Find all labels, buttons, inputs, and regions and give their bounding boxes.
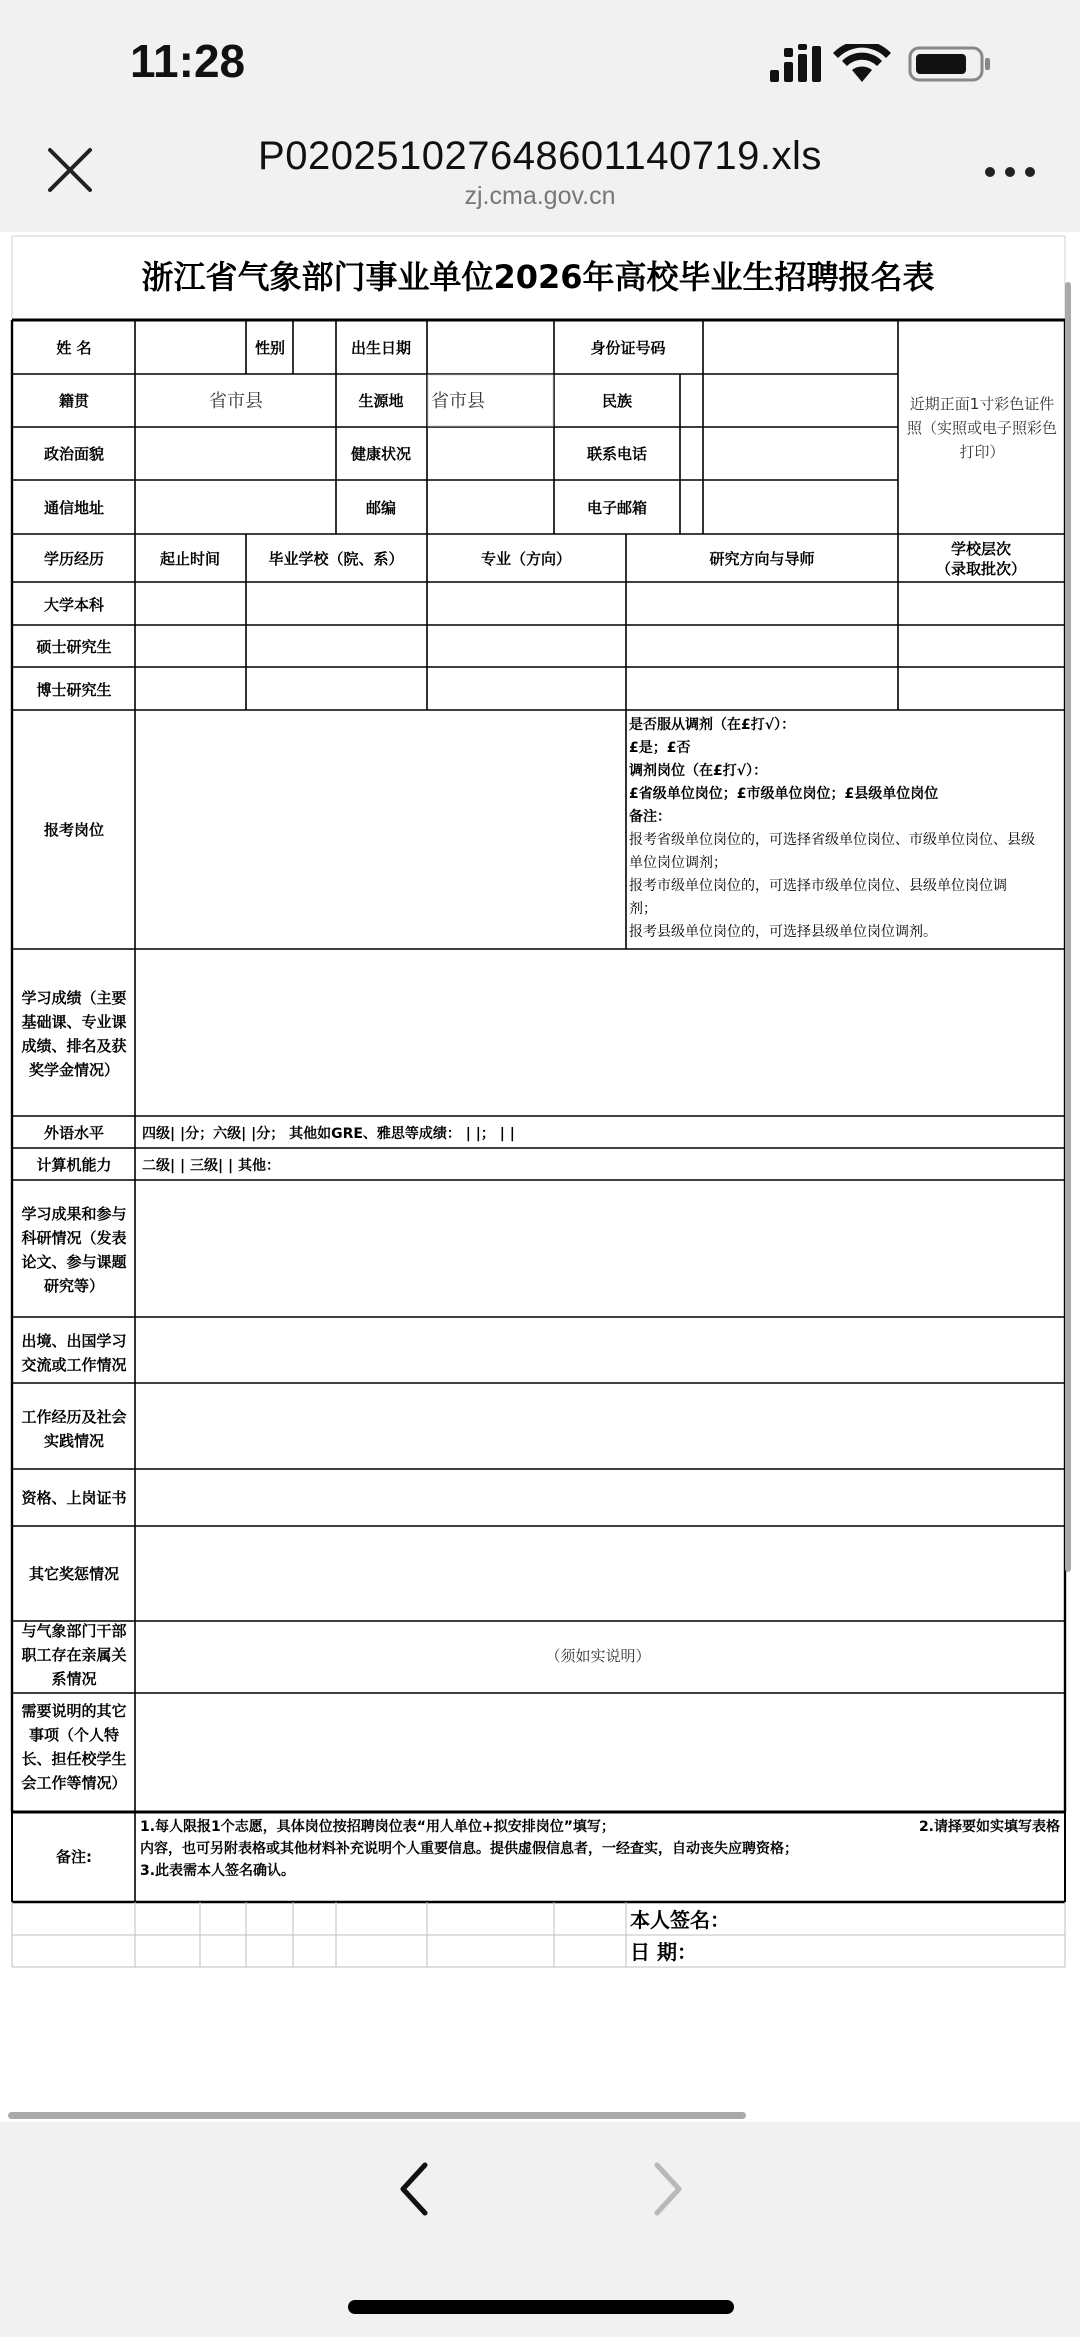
status-bar xyxy=(0,0,1080,128)
photo-note-2: 照（实照或电子照彩色 xyxy=(906,419,1058,437)
edu-row-doctor: 博士研究生 xyxy=(36,681,112,699)
signature-grid xyxy=(12,1902,1065,1967)
language-value: 四级| |分；六级| |分； 其他如GRE、雅思等成绩： | |； | | xyxy=(142,1126,515,1142)
home-indicator[interactable] xyxy=(348,2300,734,2314)
adjust-line-6: 报考省级单位岗位的，可选择省级单位岗位、市级单位岗位、县级 xyxy=(629,832,1035,848)
label-gender: 性别 xyxy=(254,339,286,357)
label-other-3: 长、担任校学生 xyxy=(21,1750,127,1768)
label-email: 电子邮箱 xyxy=(586,499,648,517)
adjust-line-7: 单位岗位调剂； xyxy=(629,855,727,871)
label-certificate: 资格、上岗证书 xyxy=(21,1489,127,1507)
label-apply-position: 报考岗位 xyxy=(43,821,105,839)
adjust-line-8: 报考市级单位岗位的，可选择市级单位岗位、县级单位岗位调 xyxy=(629,878,1007,894)
date-label: 日 期： xyxy=(630,1940,697,1964)
label-period: 起止时间 xyxy=(159,550,221,568)
label-relation-1: 与气象部门干部 xyxy=(21,1622,127,1640)
adjust-line-3: 调剂岗位（在£打√）： xyxy=(629,763,768,779)
label-major: 专业（方向） xyxy=(480,550,572,568)
label-relation-3: 系情况 xyxy=(51,1670,97,1688)
label-research-3: 论文、参与课题 xyxy=(21,1253,127,1271)
edu-row-master: 硕士研究生 xyxy=(36,638,112,656)
registration-form-sheet xyxy=(0,232,1080,2122)
more-options-icon[interactable] xyxy=(980,160,1040,184)
remark-line-4: 3.此表需本人签名确认。 xyxy=(140,1863,296,1879)
label-research-4: 研究等） xyxy=(43,1277,105,1295)
label-name: 姓 名 xyxy=(56,339,92,357)
label-language: 外语水平 xyxy=(43,1124,105,1142)
label-relation-2: 职工存在亲属关 xyxy=(21,1646,127,1664)
battery-icon xyxy=(910,48,990,80)
label-other-1: 需要说明的其它 xyxy=(21,1702,127,1720)
label-work-1: 工作经历及社会 xyxy=(21,1408,127,1426)
label-origin: 生源地 xyxy=(358,392,404,410)
label-award: 其它奖惩情况 xyxy=(28,1565,120,1583)
wifi-icon xyxy=(833,44,891,82)
adjust-line-5: 备注： xyxy=(629,809,671,825)
adjust-line-9: 剂； xyxy=(629,901,657,917)
label-study-1: 学习成绩（主要 xyxy=(21,989,127,1007)
remark-line-2: 2.请择要如实填写表格 xyxy=(918,1819,1060,1835)
photo-note-1: 近期正面1寸彩色证件 xyxy=(909,395,1055,413)
vertical-scrollbar[interactable] xyxy=(1065,282,1071,1572)
label-school: 毕业学校（院、系） xyxy=(268,550,404,568)
photo-note-3: 打印） xyxy=(959,443,1005,461)
label-study-3: 成绩、排名及获 xyxy=(21,1037,127,1055)
label-native: 籍贯 xyxy=(58,392,90,410)
document-host: zj.cma.gov.cn xyxy=(464,182,616,210)
label-political: 政治面貌 xyxy=(43,445,105,463)
label-level: 学校层次 xyxy=(950,540,1012,558)
status-time: 11:28 xyxy=(130,35,246,87)
native-value: 省市县 xyxy=(209,391,263,412)
cellular-signal-icon xyxy=(770,44,821,82)
adjust-line-2: £是；£否 xyxy=(629,740,691,756)
label-education: 学历经历 xyxy=(43,550,105,568)
label-other-4: 会工作等情况） xyxy=(21,1774,127,1792)
edu-row-bachelor: 大学本科 xyxy=(43,596,105,614)
adjust-line-4: £省级单位岗位；£市级单位岗位；£县级单位岗位 xyxy=(629,786,939,802)
label-phone: 联系电话 xyxy=(586,445,648,463)
label-work-2: 实践情况 xyxy=(43,1432,105,1450)
status-icons xyxy=(770,44,1000,84)
label-birth: 出生日期 xyxy=(350,339,412,357)
signature-label: 本人签名： xyxy=(630,1908,730,1932)
computer-value: 二级| | 三级| | 其他： xyxy=(142,1158,280,1174)
label-other-2: 事项（个人特 xyxy=(28,1726,120,1744)
document-viewer[interactable] xyxy=(0,232,1080,2122)
remark-line-1: 1.每人限报1个志愿，具体岗位按招聘岗位表“用人单位+拟安排岗位”填写； xyxy=(140,1819,615,1835)
label-abroad-1: 出境、出国学习 xyxy=(21,1332,127,1350)
label-address: 通信地址 xyxy=(43,499,105,517)
label-research: 研究方向与导师 xyxy=(709,550,815,568)
forward-chevron-icon[interactable] xyxy=(637,2155,697,2223)
horizontal-scrollbar[interactable] xyxy=(8,2112,746,2119)
label-id-number: 身份证号码 xyxy=(590,339,666,357)
form-title: 浙江省气象部门事业单位2026年高校毕业生招聘报名表 xyxy=(141,258,935,296)
close-icon[interactable] xyxy=(44,144,96,196)
document-title: P020251027648601140719.xls xyxy=(258,134,822,178)
label-study-4: 奖学金情况） xyxy=(28,1061,120,1079)
label-health: 健康状况 xyxy=(350,445,412,463)
label-level-batch: （录取批次） xyxy=(935,560,1027,578)
adjust-options xyxy=(629,716,1035,940)
label-postcode: 邮编 xyxy=(365,499,397,517)
label-computer: 计算机能力 xyxy=(36,1156,112,1174)
origin-value: 省市县 xyxy=(431,391,485,412)
adjust-line-1: 是否服从调剂（在£打√）： xyxy=(629,717,796,733)
back-chevron-icon[interactable] xyxy=(385,2155,445,2223)
label-study-2: 基础课、专业课 xyxy=(21,1013,127,1031)
remark-text xyxy=(140,1818,1060,1879)
label-remark: 备注: xyxy=(56,1848,92,1866)
remark-line-3: 内容，也可另附表格或其他材料补充说明个人重要信息。提供虚假信息者，一经查实，自动丧失应聘资格； xyxy=(140,1841,798,1857)
label-abroad-2: 交流或工作情况 xyxy=(21,1356,127,1374)
label-research-2: 科研情况（发表 xyxy=(21,1229,127,1247)
relation-note: （须如实说明） xyxy=(545,1647,651,1665)
label-research-1: 学习成果和参与 xyxy=(21,1205,127,1223)
label-ethnicity: 民族 xyxy=(601,392,633,410)
adjust-line-10: 报考县级单位岗位的，可选择县级单位岗位调剂。 xyxy=(629,924,937,940)
